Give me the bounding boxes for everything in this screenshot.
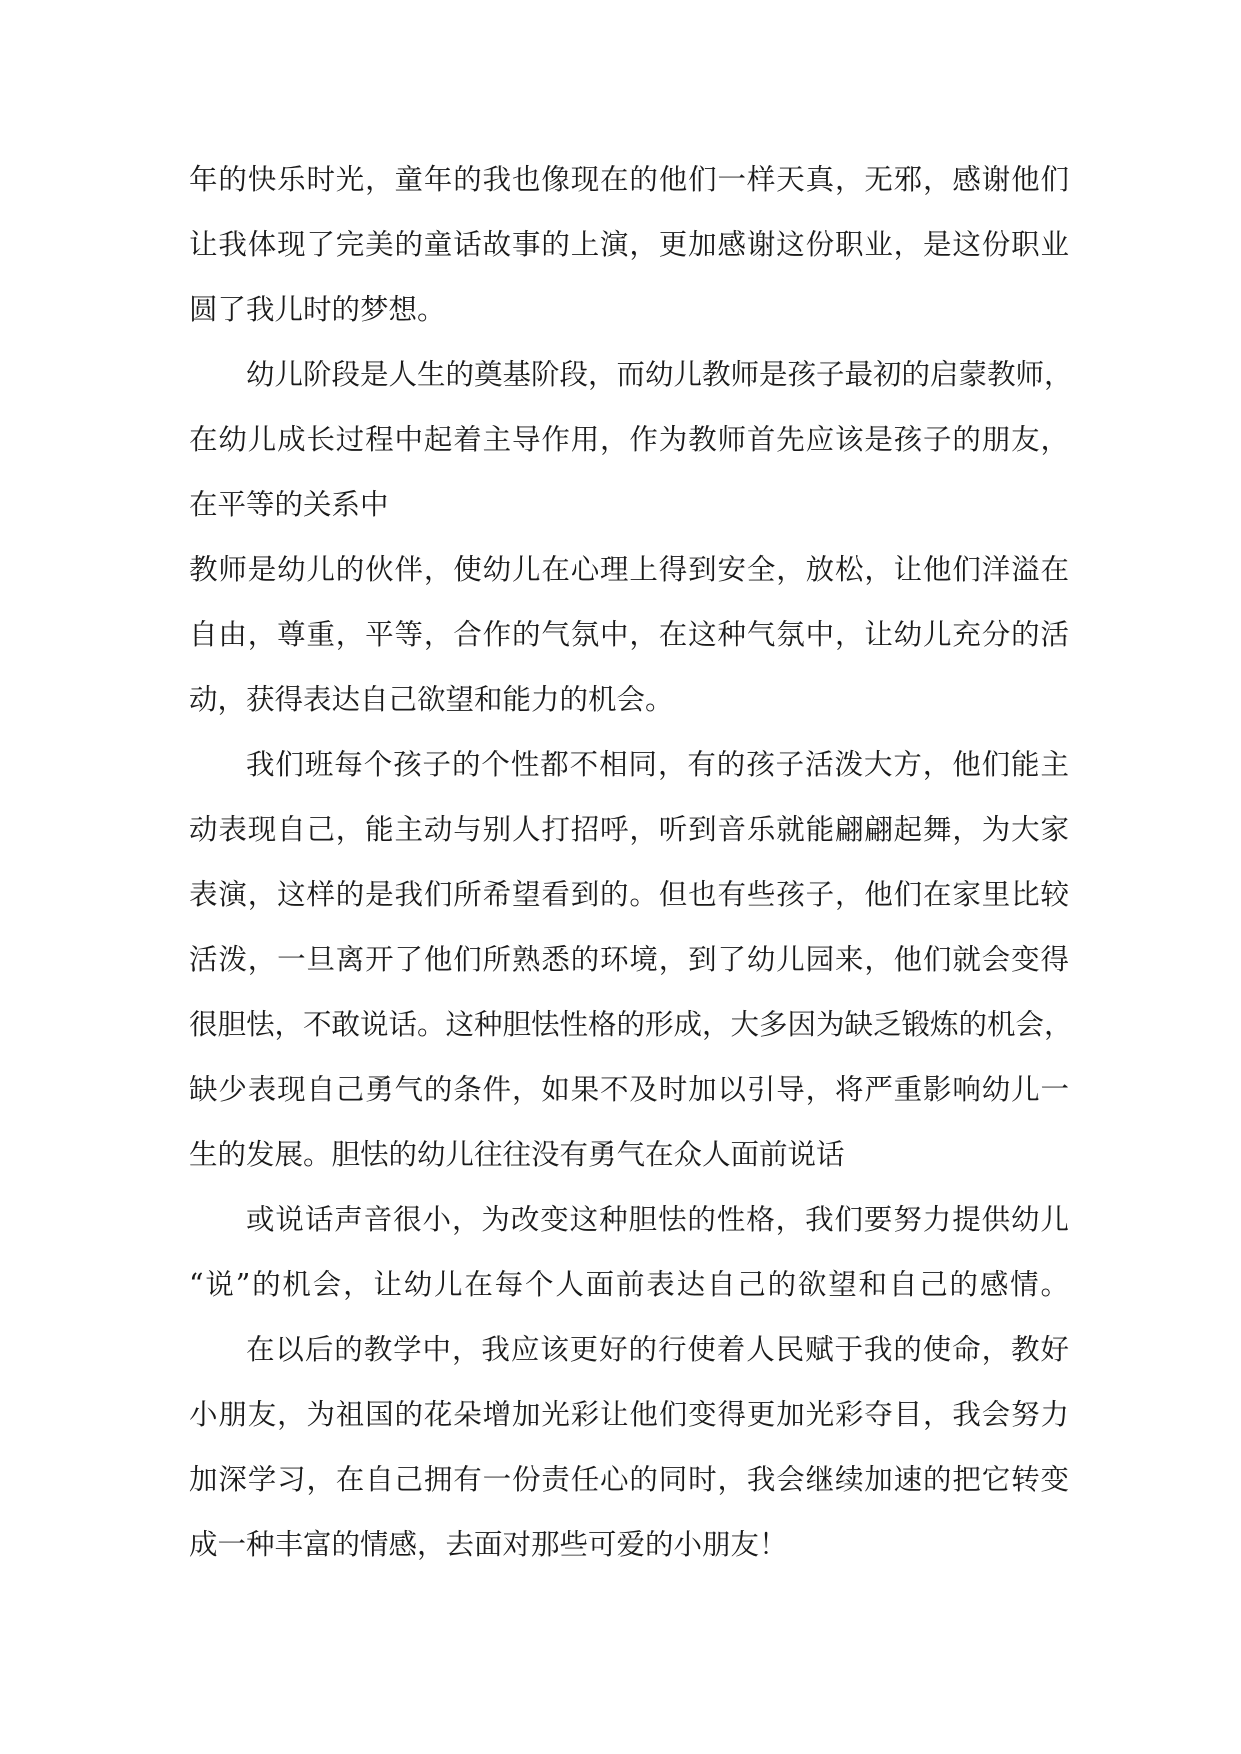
- text-line: 在以后的教学中，我应该更好的行使着人民赋于我的使命，教好: [246, 1333, 1069, 1366]
- text-line: 教师是幼儿的伙伴，使幼儿在心理上得到安全，放松，让他们洋溢在: [189, 553, 1069, 586]
- text-line: 圆了我儿时的梦想。: [189, 293, 446, 326]
- text-line: 动表现自己，能主动与别人打招呼，听到音乐就能翩翩起舞，为大家: [189, 813, 1069, 846]
- text-line: 在平等的关系中: [189, 488, 389, 521]
- text-line: 我们班每个孩子的个性都不相同，有的孩子活泼大方，他们能主: [246, 748, 1069, 781]
- text-line: 缺少表现自己勇气的条件，如果不及时加以引导，将严重影响幼儿一: [189, 1073, 1069, 1106]
- text-line: 表演，这样的是我们所希望看到的。但也有些孩子，他们在家里比较: [189, 878, 1069, 911]
- text-line: 在幼儿成长过程中起着主导作用，作为教师首先应该是孩子的朋友，: [189, 423, 1069, 456]
- text-line: 幼儿阶段是人生的奠基阶段，而幼儿教师是孩子最初的启蒙教师，: [246, 358, 1073, 391]
- text-line: 让我体现了完美的童话故事的上演，更加感谢这份职业，是这份职业: [189, 228, 1069, 261]
- text-line: 成一种丰富的情感，去面对那些可爱的小朋友！: [189, 1528, 788, 1561]
- text-line: 小朋友，为祖国的花朵增加光彩让他们变得更加光彩夺目，我会努力: [189, 1398, 1069, 1431]
- text-line: 很胆怯，不敢说话。这种胆怯性格的形成，大多因为缺乏锻炼的机会，: [189, 1008, 1073, 1041]
- text-line: 加深学习，在自己拥有一份责任心的同时，我会继续加速的把它转变: [189, 1463, 1069, 1496]
- text-line: 活泼，一旦离开了他们所熟悉的环境，到了幼儿园来，他们就会变得: [189, 943, 1069, 976]
- text-line: 生的发展。胆怯的幼儿往往没有勇气在众人面前说话: [189, 1138, 845, 1171]
- text-line: 自由，尊重，平等，合作的气氛中，在这种气氛中，让幼儿充分的活: [189, 618, 1069, 651]
- text-line: 动，获得表达自己欲望和能力的机会。: [189, 683, 674, 716]
- text-line: “说”的机会，让幼儿在每个人面前表达自己的欲望和自己的感情。: [189, 1268, 1069, 1301]
- text-line: 年的快乐时光，童年的我也像现在的他们一样天真，无邪，感谢他们: [189, 163, 1069, 196]
- text-line: 或说话声音很小，为改变这种胆怯的性格，我们要努力提供幼儿: [246, 1203, 1069, 1236]
